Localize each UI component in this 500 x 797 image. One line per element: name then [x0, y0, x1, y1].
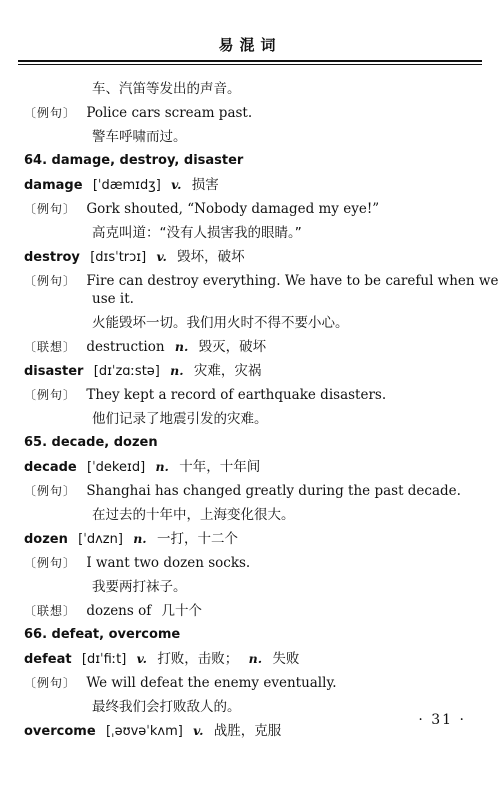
- meaning: 损害: [191, 177, 219, 193]
- example-sentence: Shanghai has changed greatly during the past decade.: [86, 483, 461, 499]
- meaning: 十年，十年间: [179, 459, 261, 475]
- part-of-speech: n.: [155, 459, 169, 474]
- association-row: [24, 602, 202, 620]
- example-tag: 〔例句〕: [24, 274, 77, 288]
- part-of-speech-2: n.: [248, 651, 263, 666]
- header-rule-thin: [18, 64, 482, 65]
- phonetic: [ˈdæmɪdʒ]: [92, 178, 161, 193]
- example-translation: 高克叫道：“没有人损害我的眼睛。”: [92, 225, 302, 241]
- example-row: [24, 104, 252, 122]
- entry-defeat: [24, 650, 299, 669]
- meaning: 一打，十二个: [156, 531, 238, 547]
- headword: dozen: [24, 532, 68, 547]
- part-of-speech: n.: [174, 339, 189, 354]
- phonetic: [ˌəʊvəˈkʌm]: [105, 724, 183, 739]
- example-sentence: Police cars scream past.: [86, 105, 253, 121]
- example-sentence-continuation: use it.: [92, 291, 134, 307]
- phonetic: [dɪsˈtrɔɪ]: [90, 250, 147, 265]
- example-sentence: We will defeat the enemy eventually.: [86, 675, 337, 691]
- meaning: 毁灭，破坏: [198, 339, 267, 355]
- phonetic: [dɪˈfiːt]: [81, 652, 127, 667]
- headword: damage: [24, 178, 83, 193]
- meaning-2: 失败: [272, 651, 300, 667]
- section-heading-66: 66. defeat, overcome: [24, 627, 181, 642]
- example-translation: 最终我们会打败敌人的。: [92, 699, 241, 715]
- headword: destroy: [24, 250, 80, 265]
- association-word: destruction: [86, 339, 165, 355]
- entry-damage: [24, 176, 219, 195]
- example-translation: 在过去的十年中，上海变化很大。: [92, 507, 295, 523]
- example-row: [24, 554, 250, 572]
- headword: disaster: [24, 364, 84, 379]
- meaning: 灾难，灾祸: [193, 363, 262, 379]
- example-sentence: Gork shouted, “Nobody damaged my eye!”: [86, 201, 380, 217]
- part-of-speech: v.: [156, 249, 167, 264]
- section-heading-64: 64. damage, destroy, disaster: [24, 153, 244, 168]
- association-tag: 〔联想〕: [24, 604, 77, 618]
- example-translation: 警车呼啸而过。: [92, 129, 187, 145]
- example-row: [24, 272, 498, 290]
- example-sentence: They kept a record of earthquake disasters.: [86, 387, 387, 403]
- section-heading-65: 65. decade, dozen: [24, 435, 158, 450]
- entry-dozen: [24, 530, 238, 549]
- example-tag: 〔例句〕: [24, 556, 77, 570]
- example-sentence: I want two dozen socks.: [86, 555, 251, 571]
- example-tag: 〔例句〕: [24, 676, 77, 690]
- example-translation: 他们记录了地震引发的灾难。: [92, 411, 268, 427]
- headword: decade: [24, 460, 77, 475]
- meaning: 毁坏，破坏: [177, 249, 245, 265]
- part-of-speech: n.: [133, 531, 147, 546]
- part-of-speech: v.: [193, 723, 204, 738]
- meaning: 战胜，克服: [213, 723, 282, 739]
- headword: defeat: [24, 652, 72, 667]
- phonetic: [ˈdʌzn]: [78, 532, 123, 547]
- example-tag: 〔例句〕: [24, 106, 77, 120]
- example-tag: 〔例句〕: [24, 202, 77, 216]
- association-phrase: dozens of: [86, 603, 152, 619]
- entry-destroy: [24, 248, 245, 267]
- meaning: 几十个: [161, 603, 203, 619]
- page-number: · 31 ·: [418, 712, 466, 728]
- example-row: [24, 674, 337, 692]
- association-row: [24, 338, 266, 356]
- example-tag: 〔例句〕: [24, 484, 77, 498]
- entry-disaster: [24, 362, 261, 381]
- example-row: [24, 482, 461, 500]
- entry-overcome: [24, 722, 281, 741]
- header-rule-thick: [18, 60, 482, 62]
- part-of-speech: n.: [170, 363, 184, 378]
- definition-continuation: 车、汽笛等发出的声音。: [92, 81, 241, 97]
- example-sentence: Fire can destroy everything. We have to be careful when we: [86, 273, 499, 289]
- example-row: [24, 200, 379, 218]
- part-of-speech: v.: [171, 177, 182, 192]
- entry-decade: [24, 458, 260, 477]
- example-translation: 我要两打袜子。: [92, 579, 187, 595]
- meaning: 打败，击败；: [157, 651, 239, 667]
- association-tag: 〔联想〕: [24, 340, 77, 354]
- example-tag: 〔例句〕: [24, 388, 77, 402]
- part-of-speech: v.: [136, 651, 148, 666]
- phonetic: [dɪˈzɑːstə]: [93, 364, 160, 379]
- page-header-title: 易混词: [218, 36, 282, 54]
- headword: overcome: [24, 724, 96, 739]
- phonetic: [ˈdekeɪd]: [87, 460, 146, 475]
- example-row: [24, 386, 386, 404]
- example-translation: 火能毁坏一切。我们用火时不得不要小心。: [92, 315, 349, 331]
